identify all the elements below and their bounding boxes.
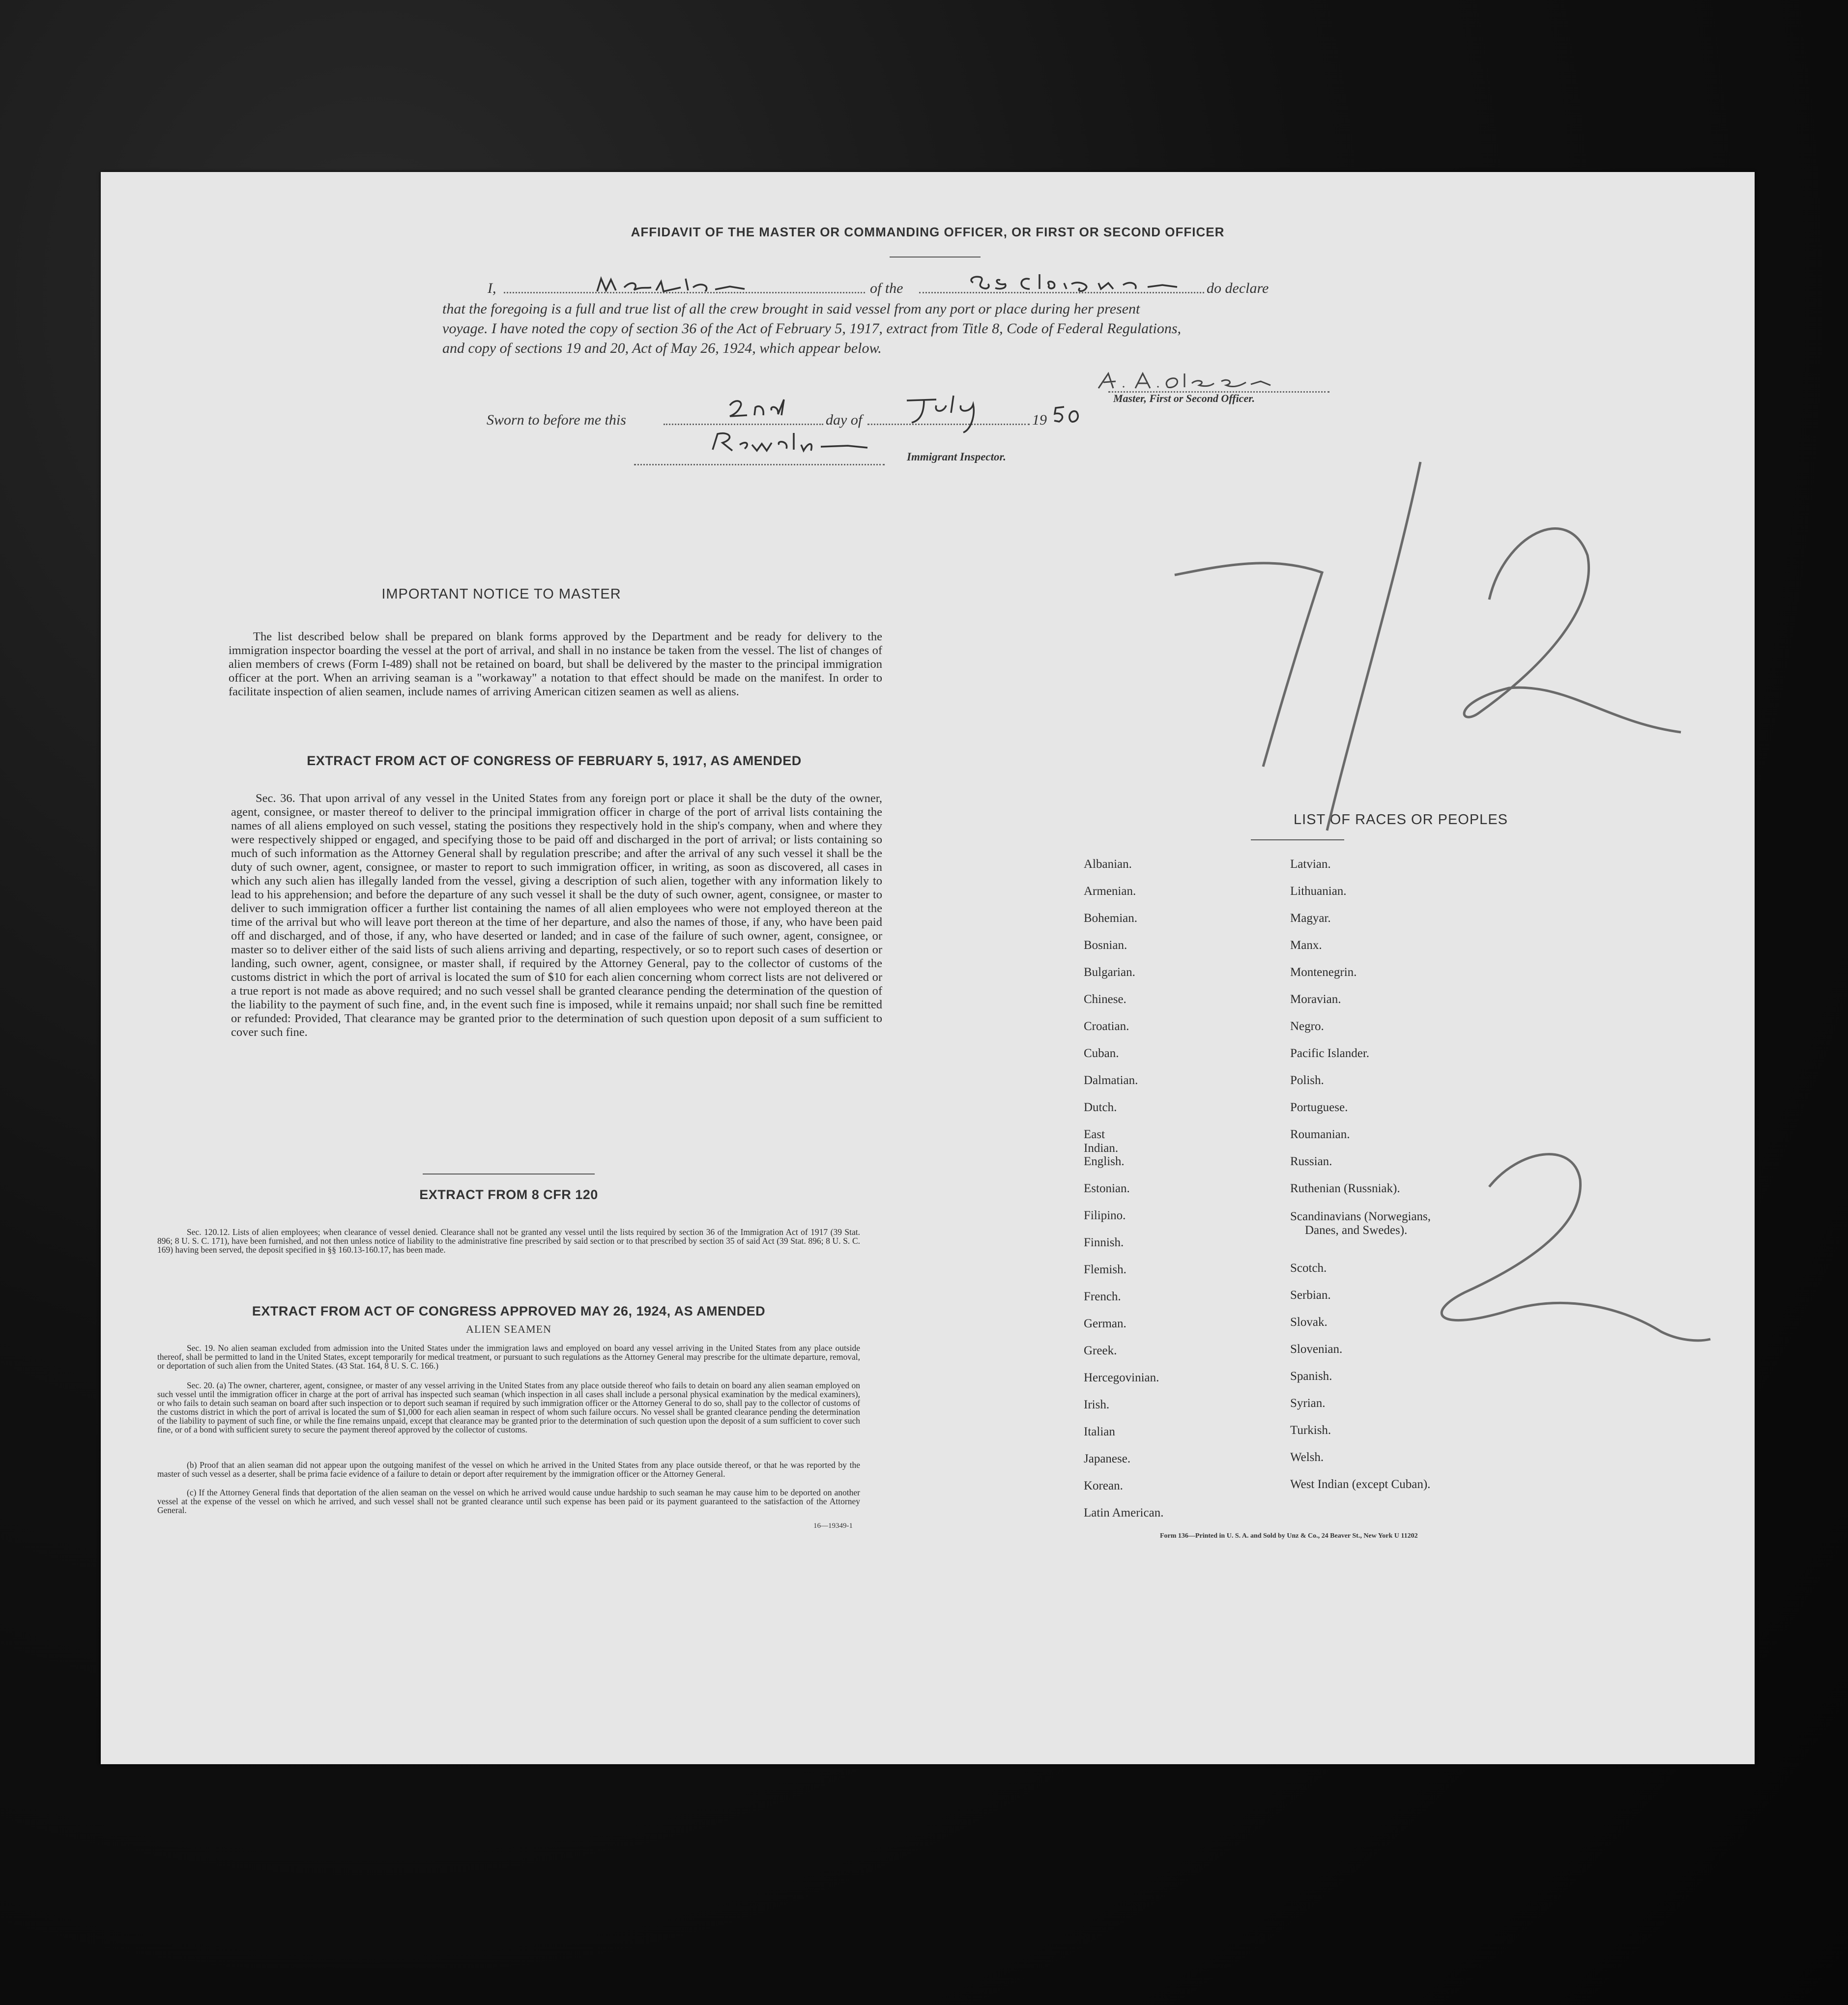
handwritten-margin-number xyxy=(1406,1145,1720,1366)
extract-1924-subtitle: ALIEN SEAMEN xyxy=(466,1323,551,1335)
affidavit-title: AFFIDAVIT OF THE MASTER OR COMMANDING OFFICER, OR FIRST OR SECOND OFFICER xyxy=(631,225,1225,239)
race-item: Spanish. xyxy=(1290,1370,1332,1383)
sworn-prefix: Sworn to before me this xyxy=(487,412,626,428)
extract-1924-sec20a: Sec. 20. (a) The owner, charterer, agent, consignee, or master of any vessel arriving in the United States from any place outside thereof who fails to detain on board any alien seaman employed on such vessel until the immigration officer in charge at the port of arrival has inspected such seaman (which inspection in all cases shall include a personal physical examination by the medical examiners), or who fails to detain such seaman on board after such inspection or to deport such seaman if required by such immigration officer or the Attorney General to do so, shall pay to the collector of customs of the customs district in which the port of arrival is located the sum of $1,000 for each alien seaman in respect of whom such failure occurs. No vessel shall be granted clearance pending the determination of the liability to payment of such fine, or while the fine remains unpaid, except that clearance may be granted prior to the determination of such question upon the deposit of a sum sufficient to cover such fine, or of a bond with sufficient surety to secure the payment thereof approved by the collector of customs. xyxy=(157,1380,860,1434)
divider xyxy=(890,257,981,258)
handwritten-name xyxy=(587,273,863,297)
extract-cfr-body: Sec. 120.12. Lists of alien employees; when clearance of vessel denied. Clearance shall not be granted any vessel until the lists required by section 36 of the Immigration Act of 1917 (39 Stat. 896; 8 U. S. C. 171), have been furnished, and not then unless notice of liability to the administrative fine prescribed by said section or to that prescribed by section 35 of said Act (39 Stat. 896; 8 U. S. C. 169) having been served, the deposit specified in §§ 160.13-160.17, has been made. xyxy=(157,1227,860,1255)
race-item: Scotch. xyxy=(1290,1261,1327,1275)
race-item: Manx. xyxy=(1290,939,1322,952)
race-item: Scandinavians (Norwegians, xyxy=(1290,1210,1431,1223)
handwritten-year xyxy=(1052,403,1086,428)
race-item: Flemish. xyxy=(1084,1263,1126,1276)
races-title: LIST OF RACES OR PEOPLES xyxy=(1293,812,1508,828)
inspector-caption: Immigrant Inspector. xyxy=(907,451,1006,463)
affidavit-line2: that the foregoing is a full and true list of all the crew brought in said vessel from any port or place during her present xyxy=(442,301,1140,317)
svg-text:1/2: 1/2 xyxy=(1165,457,1166,458)
affidavit-line1-suffix: do declare xyxy=(1207,280,1269,296)
race-item: Negro. xyxy=(1290,1020,1324,1033)
extract-cfr-title: EXTRACT FROM 8 CFR 120 xyxy=(419,1187,598,1202)
race-item: Hercegovinian. xyxy=(1084,1371,1159,1384)
race-item: Korean. xyxy=(1084,1479,1123,1492)
race-item: Bosnian. xyxy=(1084,939,1127,952)
master-signature-caption: Master, First or Second Officer. xyxy=(1113,392,1255,404)
race-item: Slovak. xyxy=(1290,1316,1328,1329)
race-item-continuation: Danes, and Swedes). xyxy=(1305,1224,1408,1237)
race-item: German. xyxy=(1084,1317,1126,1330)
form-code: 16—19349-1 xyxy=(813,1522,853,1530)
race-item: Serbian. xyxy=(1290,1289,1331,1302)
notice-title: IMPORTANT NOTICE TO MASTER xyxy=(381,586,621,602)
race-item: Albanian. xyxy=(1084,858,1132,871)
race-item: Armenian. xyxy=(1084,885,1136,898)
sworn-year-prefix: 19 xyxy=(1032,412,1047,428)
extract-1924-sec20b: (b) Proof that an alien seaman did not appear upon the outgoing manifest of the vessel on which he arrived in the United States from any place outside thereof, or that he was reported by the master of such vessel as a deserter, shall be prima facie evidence of a failure to detain or deport after requirement by the immigration officer or the Attorney General. xyxy=(157,1460,860,1479)
race-item: Bulgarian. xyxy=(1084,966,1135,979)
race-item: Portuguese. xyxy=(1290,1101,1348,1114)
race-item: Slovenian. xyxy=(1290,1343,1343,1356)
race-item: Montenegrin. xyxy=(1290,966,1357,979)
extract-1917-body: Sec. 36. That upon arrival of any vessel in the United States from any foreign port or place it shall be the duty of the owner, agent, consignee, or master thereof to deliver to the principal immigration officer in charge of the port of arrival lists containing the names of all aliens employed on such vessel, stating the positions they respectively hold in the ship's company, when and where they were respectively shipped or engaged, and specifying those to be paid off and discharged in the port of arrival; or lists containing so much of such information as the Attorney General shall by regulation prescribe; and after the arrival of any such vessel it shall be the duty of such owner, agent, consignee, or master to report to such immigration officer, in writing, as soon as discovered, all cases in which any such alien has illegally landed from the vessel, giving a description of such alien, together with any information likely to lead to his apprehension; and before the departure of any such vessel it shall be the duty of such owner, agent, consignee, or master to deliver to such immigration officer a further list containing the names of all alien employees who were not employed thereon at the time of the arrival but who will leave port thereon at the time of her departure, and also the names of those, if any, who have been paid off and discharged, and of those, if any, who have deserted or landed; and in case of the failure of such owner, agent, consignee, or master so to deliver either of the said lists of such aliens arriving and departing, respectively, or so to report such cases of desertion or landing, such owner, agent, consignee, or master shall, if required by the Attorney General, pay to the collector of customs of the customs district in which the port of arrival is located the sum of $10 for each alien concerning whom correct lists are not delivered or a true report is not made as above required; and no such vessel shall be granted clearance pending the determination of the question of the liability to the payment of such fine, and, in the event such fine is imposed, while it remains unpaid; nor shall such fine be remitted or refunded: Provided, That clearance may be granted prior to the determination of such question upon deposit of a sum sufficient to cover such fine. xyxy=(231,792,882,1039)
notice-body: The list described below shall be prepared on blank forms approved by the Department and be ready for delivery to the immigration inspector boarding the vessel at the port of arrival, and shall in no instance be taken from the vessel. The list of changes of alien members of crews (Form I-489) shall not be retained on board, but shall be delivered by the master to the principal immigration officer at the port. When an arriving seaman is a "workaway" a notation to that effect should be made on the manifest. In order to facilitate inspection of alien seamen, include names of arriving American citizen seamen as well as aliens. xyxy=(229,630,882,698)
race-item: Irish. xyxy=(1084,1398,1110,1411)
race-item: Welsh. xyxy=(1290,1451,1324,1464)
handwritten-day xyxy=(725,396,813,423)
race-item: Russian. xyxy=(1290,1155,1332,1168)
extract-1924-sec20c: (c) If the Attorney General finds that deportation of the alien seaman on the vessel on which he arrived would cause undue hardship to such seaman he may cause him to be deported on another vessel at the expense of the vessel on which he arrived, and such vessel shall not be granted clearance until such expense has been paid or its payment guaranteed to the satisfaction of the Attorney General. xyxy=(157,1488,860,1515)
printer-footer: Form 136—Printed in U. S. A. and Sold by Unz & Co., 24 Beaver St., New York U 11202 xyxy=(1160,1532,1418,1540)
race-item: Chinese. xyxy=(1084,993,1126,1006)
affidavit-line1-middle: of the xyxy=(870,280,903,296)
dotted-line xyxy=(634,462,885,465)
race-item: Italian xyxy=(1084,1425,1115,1438)
race-item: Polish. xyxy=(1290,1074,1324,1087)
extract-1924-title: EXTRACT FROM ACT OF CONGRESS APPROVED MAY 26, 1924, AS AMENDED xyxy=(252,1304,766,1318)
inspector-signature xyxy=(705,430,882,457)
race-item: Moravian. xyxy=(1290,993,1341,1006)
race-item: Roumanian. xyxy=(1290,1128,1350,1141)
affidavit-line1-prefix: I, xyxy=(488,280,496,296)
race-item: Latin American. xyxy=(1084,1506,1164,1519)
sworn-middle: day of xyxy=(826,412,863,428)
race-item: Japanese. xyxy=(1084,1452,1131,1465)
affidavit-line3: voyage. I have noted the copy of section 36 of the Act of February 5, 1917, extract from Title 8, Code of Federal Regulations, xyxy=(442,320,1182,337)
race-item: Croatian. xyxy=(1084,1020,1129,1033)
race-item: Dalmatian. xyxy=(1084,1074,1138,1087)
race-item: Dutch. xyxy=(1084,1101,1117,1114)
race-item: English. xyxy=(1084,1155,1125,1168)
race-item: Filipino. xyxy=(1084,1209,1126,1222)
extract-1917-title: EXTRACT FROM ACT OF CONGRESS OF FEBRUARY 5, 1917, AS AMENDED xyxy=(307,753,802,768)
affidavit-line4: and copy of sections 19 and 20, Act of May 26, 1924, which appear below. xyxy=(442,340,882,356)
race-item: Ruthenian (Russniak). xyxy=(1290,1182,1400,1195)
race-item: Greek. xyxy=(1084,1344,1117,1357)
race-item: Finnish. xyxy=(1084,1236,1124,1249)
race-item: Lithuanian. xyxy=(1290,885,1347,898)
race-item: West Indian (except Cuban). xyxy=(1290,1478,1431,1491)
race-item: Estonian. xyxy=(1084,1182,1130,1195)
race-item: East Indian. xyxy=(1084,1128,1119,1155)
extract-1924-sec19: Sec. 19. No alien seaman excluded from admission into the United States under the immigration laws and employed on board any vessel arriving in the United States from any place outside thereof, shall be permitted to land in the United States, except temporarily for medical treatment, or pursuant to such regulations as the Attorney General may prescribe for the ultimate departure, removal, or deportation of such alien from the United States. (43 Stat. 164, 8 U. S. C. 166.) xyxy=(157,1343,860,1371)
race-item: Bohemian. xyxy=(1084,912,1138,925)
race-item: French. xyxy=(1084,1290,1121,1303)
race-item: Latvian. xyxy=(1290,858,1331,871)
race-item: Magyar. xyxy=(1290,912,1331,925)
handwritten-page-number xyxy=(1165,457,1774,1047)
race-item: Pacific Islander. xyxy=(1290,1047,1370,1060)
handwritten-month xyxy=(897,391,1010,435)
race-item: Turkish. xyxy=(1290,1424,1331,1437)
race-item: Syrian. xyxy=(1290,1397,1326,1410)
document-page xyxy=(101,172,1755,1764)
handwritten-vessel xyxy=(966,270,1202,295)
race-item: Cuban. xyxy=(1084,1047,1119,1060)
